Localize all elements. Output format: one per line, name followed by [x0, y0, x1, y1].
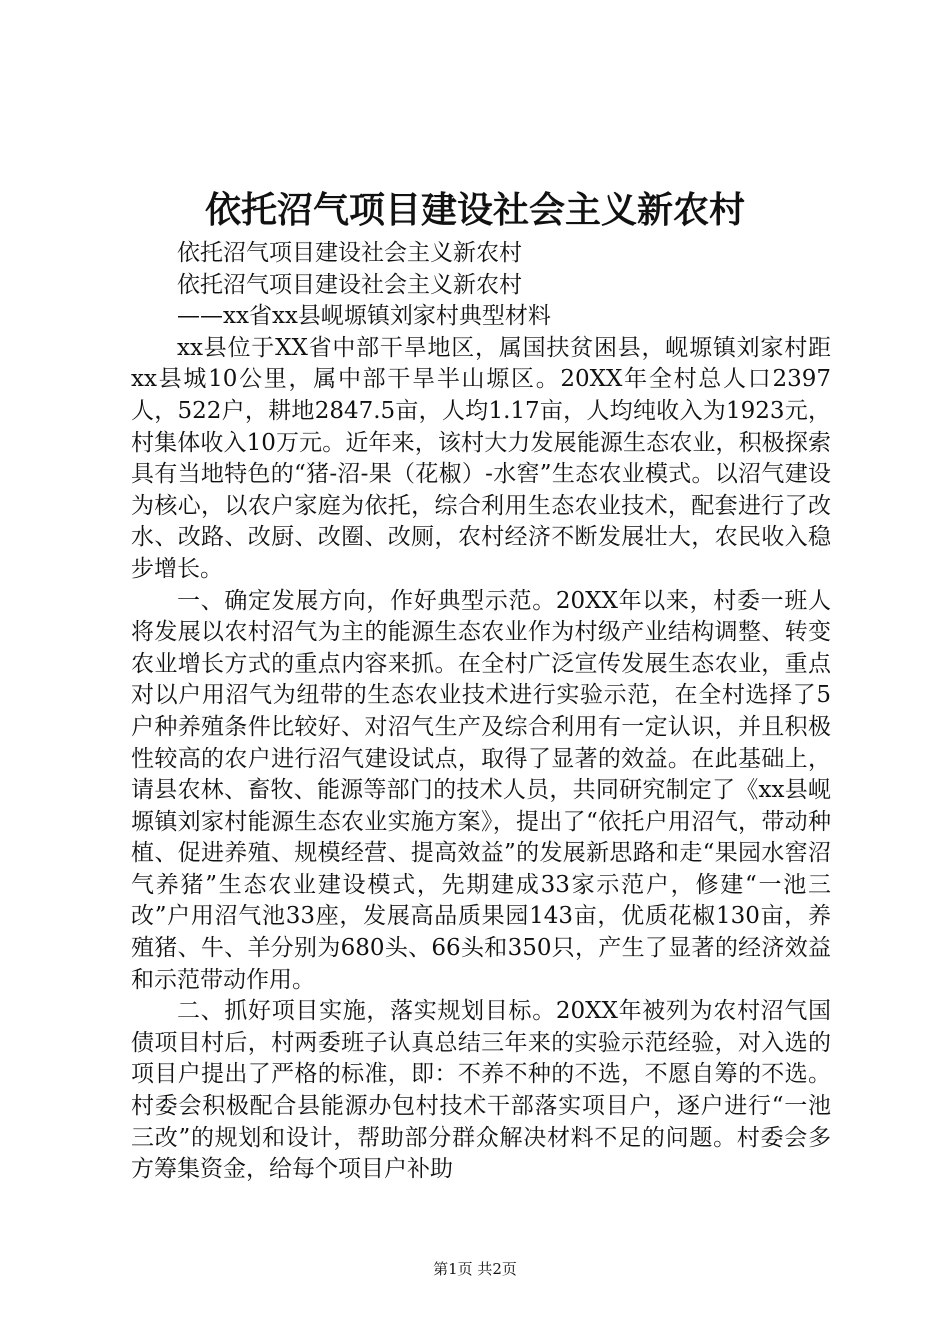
body-heading-1: 依托沼气项目建设社会主义新农村	[177, 240, 522, 266]
document-title: 依托沼气项目建设社会主义新农村	[204, 189, 745, 231]
paragraph-intro: xx县位于XX省中部干旱地区，属国扶贫困县，岘塬镇刘家村距xx县城10公里，属中部干旱半山塬区。20XX年全村总人口2397人，522户，耕地2847.5亩，人均1.17亩，人均纯收入为1923元，村集体收入10万元。近年来，该村大力发展能源生态农业，积极探索具有当地特色的“猪-沼-果（花椒）-水窖”生态农业模式。以沼气建设为核心，以农户家庭为依托，综合利用生态农业技术，配套进行了改水、改路、改厨、改圈、改厕，农村经济不断发展壮大，农民收入稳步增长。	[131, 334, 831, 582]
body-subtitle: ——xx省xx县岘塬镇刘家村典型材料	[177, 303, 551, 330]
paragraph-section-1: 一、确定发展方向，作好典型示范。20XX年以来，村委一班人将发展以农村沼气为主的能源生态农业作为村级产业结构调整、转变农业增长方式的重点内容来抓。在全村广泛宣传发展生态农业，重点对以户用沼气为纽带的生态农业技术进行实验示范，在全村选择了5户种养殖条件比较好、对沼气生产及综合利用有一定认识，并且积极性较高的农户进行沼气建设试点，取得了显著的效益。在此基础上，请县农林、畜牧、能源等部门的技术人员，共同研究制定了《xx县岘塬镇刘家村能源生态农业实施方案》，提出了“依托户用沼气，带动种植、促进养殖、规模经营、提高效益”的发展新思路和走“果园水窖沼气养猪”生态农业建设模式，先期建成33家示范户，修建“一池三改”户用沼气池33座，发展高品质果园143亩，优质花椒130亩，养殖猪、牛、羊分别为680头、66头和350只，产生了显著的经济效益和示范带动作用。	[131, 587, 831, 993]
page-number-footer: 第1页 共2页	[433, 1260, 517, 1278]
paragraph-section-2: 二、抓好项目实施，落实规划目标。20XX年被列为农村沼气国债项目村后，村两委班子认真总结三年来的实验示范经验，对入选的项目户提出了严格的标准，即：不养不种的不选，不愿自筹的不选。村委会积极配合县能源办包村技术干部落实项目户，逐户进行“一池三改”的规划和设计，帮助部分群众解决材料不足的问题。村委会多方筹集资金，给每个项目户补助	[131, 998, 831, 1183]
body-heading-2: 依托沼气项目建设社会主义新农村	[177, 271, 522, 298]
document-body	[131, 238, 831, 1186]
